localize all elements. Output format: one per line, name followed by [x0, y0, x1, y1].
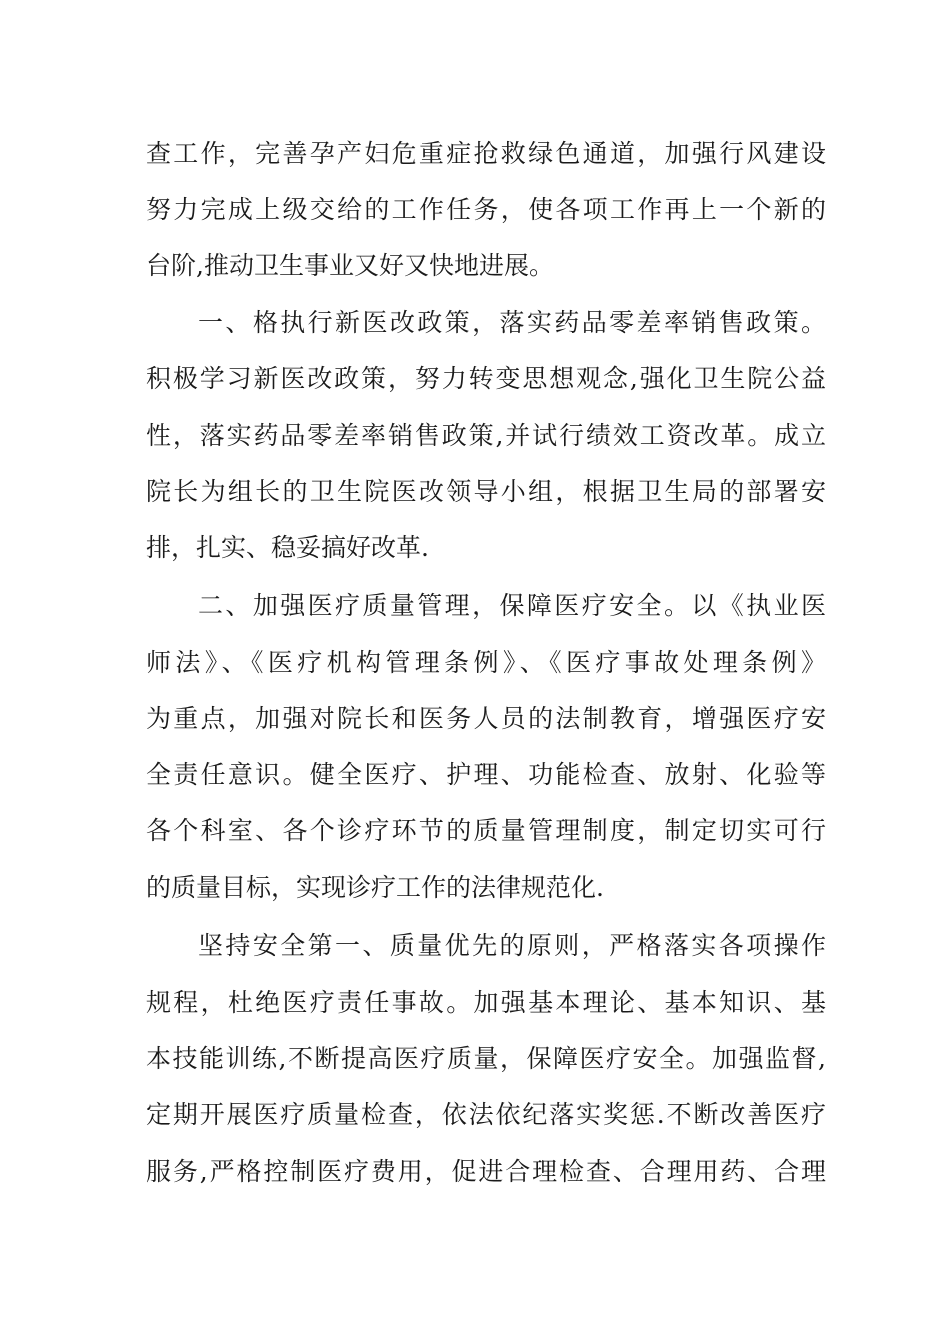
text-line: 努力完成上级交给的工作任务，使各项工作再上一个新的 [146, 195, 826, 224]
text-line: 本技能训练,不断提高医疗质量，保障医疗安全。加强监督, [146, 1044, 826, 1073]
text-line: 积极学习新医改政策，努力转变思想观念,强化卫生院公益 [146, 364, 826, 393]
text-line: 师法》、《医疗机构管理条例》、《医疗事故处理条例》 [146, 648, 826, 677]
text-line: 台阶,推动卫生事业又好又快地进展。 [146, 251, 554, 280]
text-line: 全责任意识。健全医疗、护理、功能检查、放射、化验等 [146, 760, 826, 789]
text-line: 各个科室、各个诊疗环节的质量管理制度，制定切实可行 [146, 816, 826, 845]
paragraph-start: 坚持安全第一、质量优先的原则，严格落实各项操作 [198, 931, 826, 960]
text-line: 的质量目标，实现诊疗工作的法律规范化. [146, 873, 604, 902]
text-line: 为重点，加强对院长和医务人员的法制教育，增强医疗安 [146, 704, 826, 733]
text-line: 性，落实药品零差率销售政策,并试行绩效工资改革。成立 [146, 421, 826, 450]
text-line: 定期开展医疗质量检查，依法依纪落实奖惩.不断改善医疗 [146, 1100, 826, 1129]
text-line: 查工作，完善孕产妇危重症抢救绿色通道，加强行风建设 [146, 139, 826, 168]
text-line: 院长为组长的卫生院医改领导小组，根据卫生局的部署安 [146, 477, 826, 506]
text-line: 排，扎实、稳妥搞好改革. [146, 533, 429, 562]
section-heading-2: 二、加强医疗质量管理，保障医疗安全。以《执业医 [198, 591, 826, 620]
text-line: 服务,严格控制医疗费用，促进合理检查、合理用药、合理 [146, 1157, 826, 1186]
section-heading-1: 一、格执行新医改政策，落实药品零差率销售政策。 [198, 308, 826, 337]
text-line: 规程，杜绝医疗责任事故。加强基本理论、基本知识、基 [146, 988, 826, 1017]
